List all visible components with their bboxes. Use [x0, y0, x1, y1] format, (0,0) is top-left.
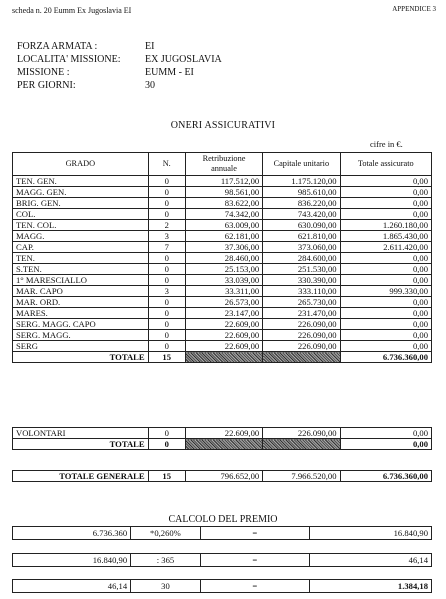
cell-n: 0: [148, 187, 185, 198]
calc-operator: 30: [131, 580, 201, 593]
info-value: EI: [145, 41, 155, 52]
totale-generale-n: 15: [148, 471, 185, 482]
volontari-totale-row: [13, 439, 432, 450]
cell-totale: 0,00: [340, 209, 431, 220]
cell-totale: 0,00: [340, 176, 431, 187]
table-row: [13, 209, 432, 220]
cell-n: 0: [148, 176, 185, 187]
cell-n: 3: [148, 231, 185, 242]
table-row: [13, 341, 432, 352]
calc-operand: 16.840,90: [13, 554, 131, 567]
cell-totale: 1.865.430,00: [340, 231, 431, 242]
cell-capitale: 226.090,00: [263, 319, 340, 330]
totale-generale-ret: 796.652,00: [185, 471, 262, 482]
info-value: EUMM - EI: [145, 67, 194, 78]
totale-generale-label: TOTALE GENERALE: [13, 471, 149, 482]
cell-retribuzione: 22.609,00: [185, 330, 262, 341]
calc-operand: 46,14: [13, 580, 131, 593]
col-header-capitale: Capitale unitario: [263, 153, 340, 176]
info-label: PER GIORNI:: [17, 80, 76, 91]
volontari-grado: VOLONTARI: [13, 428, 149, 439]
hatched-cell: [185, 439, 262, 450]
volontari-cap: 226.090,00: [263, 428, 340, 439]
table-row: [13, 253, 432, 264]
cell-grado: 1° MARESCIALLO: [13, 275, 149, 286]
totale-label: TOTALE: [13, 352, 149, 363]
calc-result: 16.840,90: [309, 527, 431, 540]
cell-grado: SERG. MAGG.: [13, 330, 149, 341]
cell-totale: 0,00: [340, 264, 431, 275]
calc-result: 46,14: [309, 554, 431, 567]
cell-n: 7: [148, 242, 185, 253]
cell-capitale: 630.090,00: [263, 220, 340, 231]
calc-equals: =: [200, 554, 309, 567]
table-row: [13, 242, 432, 253]
insurance-table: [12, 152, 432, 363]
appendix-label: APPENDICE 3: [392, 5, 436, 13]
cell-retribuzione: 33.311,00: [185, 286, 262, 297]
cell-capitale: 231.470,00: [263, 308, 340, 319]
cell-grado: S.TEN.: [13, 264, 149, 275]
cell-capitale: 985.610,00: [263, 187, 340, 198]
info-label: LOCALITA' MISSIONE:: [17, 54, 121, 65]
table-row: [13, 187, 432, 198]
calcolo-row: [12, 579, 432, 593]
cell-grado: TEN. GEN.: [13, 176, 149, 187]
cell-capitale: 836.220,00: [263, 198, 340, 209]
cell-grado: TEN. COL.: [13, 220, 149, 231]
totale-generale-row: [13, 471, 432, 482]
table-row: [13, 308, 432, 319]
info-row-giorni: [17, 80, 155, 91]
cell-n: 0: [148, 297, 185, 308]
volontari-totale-amount: 0,00: [340, 439, 431, 450]
cell-n: 3: [148, 286, 185, 297]
cell-totale: 0,00: [340, 198, 431, 209]
cell-totale: 0,00: [340, 330, 431, 341]
cell-retribuzione: 117.512,00: [185, 176, 262, 187]
document-reference: scheda n. 20 Eumm Ex Jugoslavia EI: [12, 6, 132, 15]
cell-totale: 0,00: [340, 308, 431, 319]
cell-grado: BRIG. GEN.: [13, 198, 149, 209]
cell-capitale: 226.090,00: [263, 341, 340, 352]
cell-capitale: 265.730,00: [263, 297, 340, 308]
totale-generale-cap: 7.966.520,00: [263, 471, 340, 482]
cell-retribuzione: 25.153,00: [185, 264, 262, 275]
cell-capitale: 333.110,00: [263, 286, 340, 297]
cell-retribuzione: 83.622,00: [185, 198, 262, 209]
cell-grado: MARES.: [13, 308, 149, 319]
cell-grado: TEN.: [13, 253, 149, 264]
info-row-forza-armata: [17, 41, 154, 52]
cell-grado: COL.: [13, 209, 149, 220]
cell-retribuzione: 33.039,00: [185, 275, 262, 286]
cell-n: 0: [148, 264, 185, 275]
info-value: 30: [145, 80, 155, 91]
totale-generale-table: [12, 470, 432, 482]
cell-grado: CAP.: [13, 242, 149, 253]
cell-retribuzione: 28.460,00: [185, 253, 262, 264]
cell-n: 0: [148, 341, 185, 352]
table-row: [13, 198, 432, 209]
cell-retribuzione: 98.561,00: [185, 187, 262, 198]
volontari-n: 0: [148, 428, 185, 439]
volontari-ret: 22.609,00: [185, 428, 262, 439]
volontari-row: [13, 428, 432, 439]
calc-operator: *0,260%: [131, 527, 201, 540]
col-header-totale: Totale assicurato: [340, 153, 431, 176]
cell-grado: MAR. CAPO: [13, 286, 149, 297]
calc-operator: : 365: [131, 554, 201, 567]
table-row: [13, 176, 432, 187]
cell-totale: 1.260.180,00: [340, 220, 431, 231]
info-row-missione: [17, 67, 194, 78]
cell-n: 0: [148, 275, 185, 286]
cell-grado: SERG. MAGG. CAPO: [13, 319, 149, 330]
table-row: [13, 275, 432, 286]
calcolo-title: CALCOLO DEL PREMIO: [168, 514, 278, 525]
cell-grado: SERG: [13, 341, 149, 352]
cell-totale: 0,00: [340, 297, 431, 308]
table-header-row: [13, 153, 432, 176]
info-label: FORZA ARMATA :: [17, 41, 98, 52]
cell-retribuzione: 37.306,00: [185, 242, 262, 253]
hatched-cell: [263, 439, 340, 450]
cell-n: 0: [148, 209, 185, 220]
table-row: [13, 330, 432, 341]
totale-n: 15: [148, 352, 185, 363]
cell-n: 0: [148, 253, 185, 264]
totale-generale-tot: 6.736.360,00: [340, 471, 431, 482]
calcolo-row: [12, 553, 432, 567]
cell-totale: 0,00: [340, 275, 431, 286]
calc-result: 1.384,18: [309, 580, 431, 593]
col-header-retribuzione: Retribuzione annuale: [185, 153, 262, 176]
info-label: MISSIONE :: [17, 67, 70, 78]
cell-grado: MAGG.: [13, 231, 149, 242]
cell-retribuzione: 63.009,00: [185, 220, 262, 231]
cell-capitale: 251.530,00: [263, 264, 340, 275]
info-row-localita: [17, 54, 222, 65]
cell-grado: MAR. ORD.: [13, 297, 149, 308]
currency-note: cifre in €.: [370, 139, 403, 149]
volontari-totale-n: 0: [148, 439, 185, 450]
cell-n: 0: [148, 198, 185, 209]
cell-totale: 0,00: [340, 253, 431, 264]
cell-retribuzione: 74.342,00: [185, 209, 262, 220]
cell-capitale: 284.600,00: [263, 253, 340, 264]
cell-retribuzione: 22.609,00: [185, 319, 262, 330]
table-row: [13, 264, 432, 275]
table-row: [13, 231, 432, 242]
cell-capitale: 743.420,00: [263, 209, 340, 220]
cell-capitale: 330.390,00: [263, 275, 340, 286]
totale-amount: 6.736.360,00: [340, 352, 431, 363]
hatched-cell: [263, 352, 340, 363]
volontari-tot: 0,00: [340, 428, 431, 439]
cell-n: 0: [148, 308, 185, 319]
col-header-grado: GRADO: [13, 153, 149, 176]
cell-totale: 0,00: [340, 187, 431, 198]
cell-grado: MAGG. GEN.: [13, 187, 149, 198]
cell-capitale: 226.090,00: [263, 330, 340, 341]
cell-retribuzione: 62.181,00: [185, 231, 262, 242]
col-header-n: N.: [148, 153, 185, 176]
calc-equals: =: [200, 580, 309, 593]
hatched-cell: [185, 352, 262, 363]
table-body: [13, 176, 432, 352]
cell-retribuzione: 22.609,00: [185, 341, 262, 352]
cell-totale: 0,00: [340, 341, 431, 352]
cell-totale: 0,00: [340, 319, 431, 330]
cell-retribuzione: 23.147,00: [185, 308, 262, 319]
cell-capitale: 1.175.120,00: [263, 176, 340, 187]
cell-n: 0: [148, 319, 185, 330]
cell-n: 2: [148, 220, 185, 231]
cell-n: 0: [148, 330, 185, 341]
section-title: ONERI ASSICURATIVI: [170, 120, 276, 131]
volontari-table: [12, 427, 432, 450]
volontari-totale-label: TOTALE: [13, 439, 149, 450]
table-row: [13, 286, 432, 297]
info-value: EX JUGOSLAVIA: [145, 54, 222, 65]
calc-equals: =: [200, 527, 309, 540]
calcolo-row: [12, 526, 432, 540]
cell-capitale: 373.060,00: [263, 242, 340, 253]
table-row: [13, 319, 432, 330]
totale-row: [13, 352, 432, 363]
cell-totale: 999.330,00: [340, 286, 431, 297]
cell-retribuzione: 26.573,00: [185, 297, 262, 308]
cell-capitale: 621.810,00: [263, 231, 340, 242]
table-row: [13, 297, 432, 308]
table-row: [13, 220, 432, 231]
cell-totale: 2.611.420,00: [340, 242, 431, 253]
calc-operand: 6.736.360: [13, 527, 131, 540]
